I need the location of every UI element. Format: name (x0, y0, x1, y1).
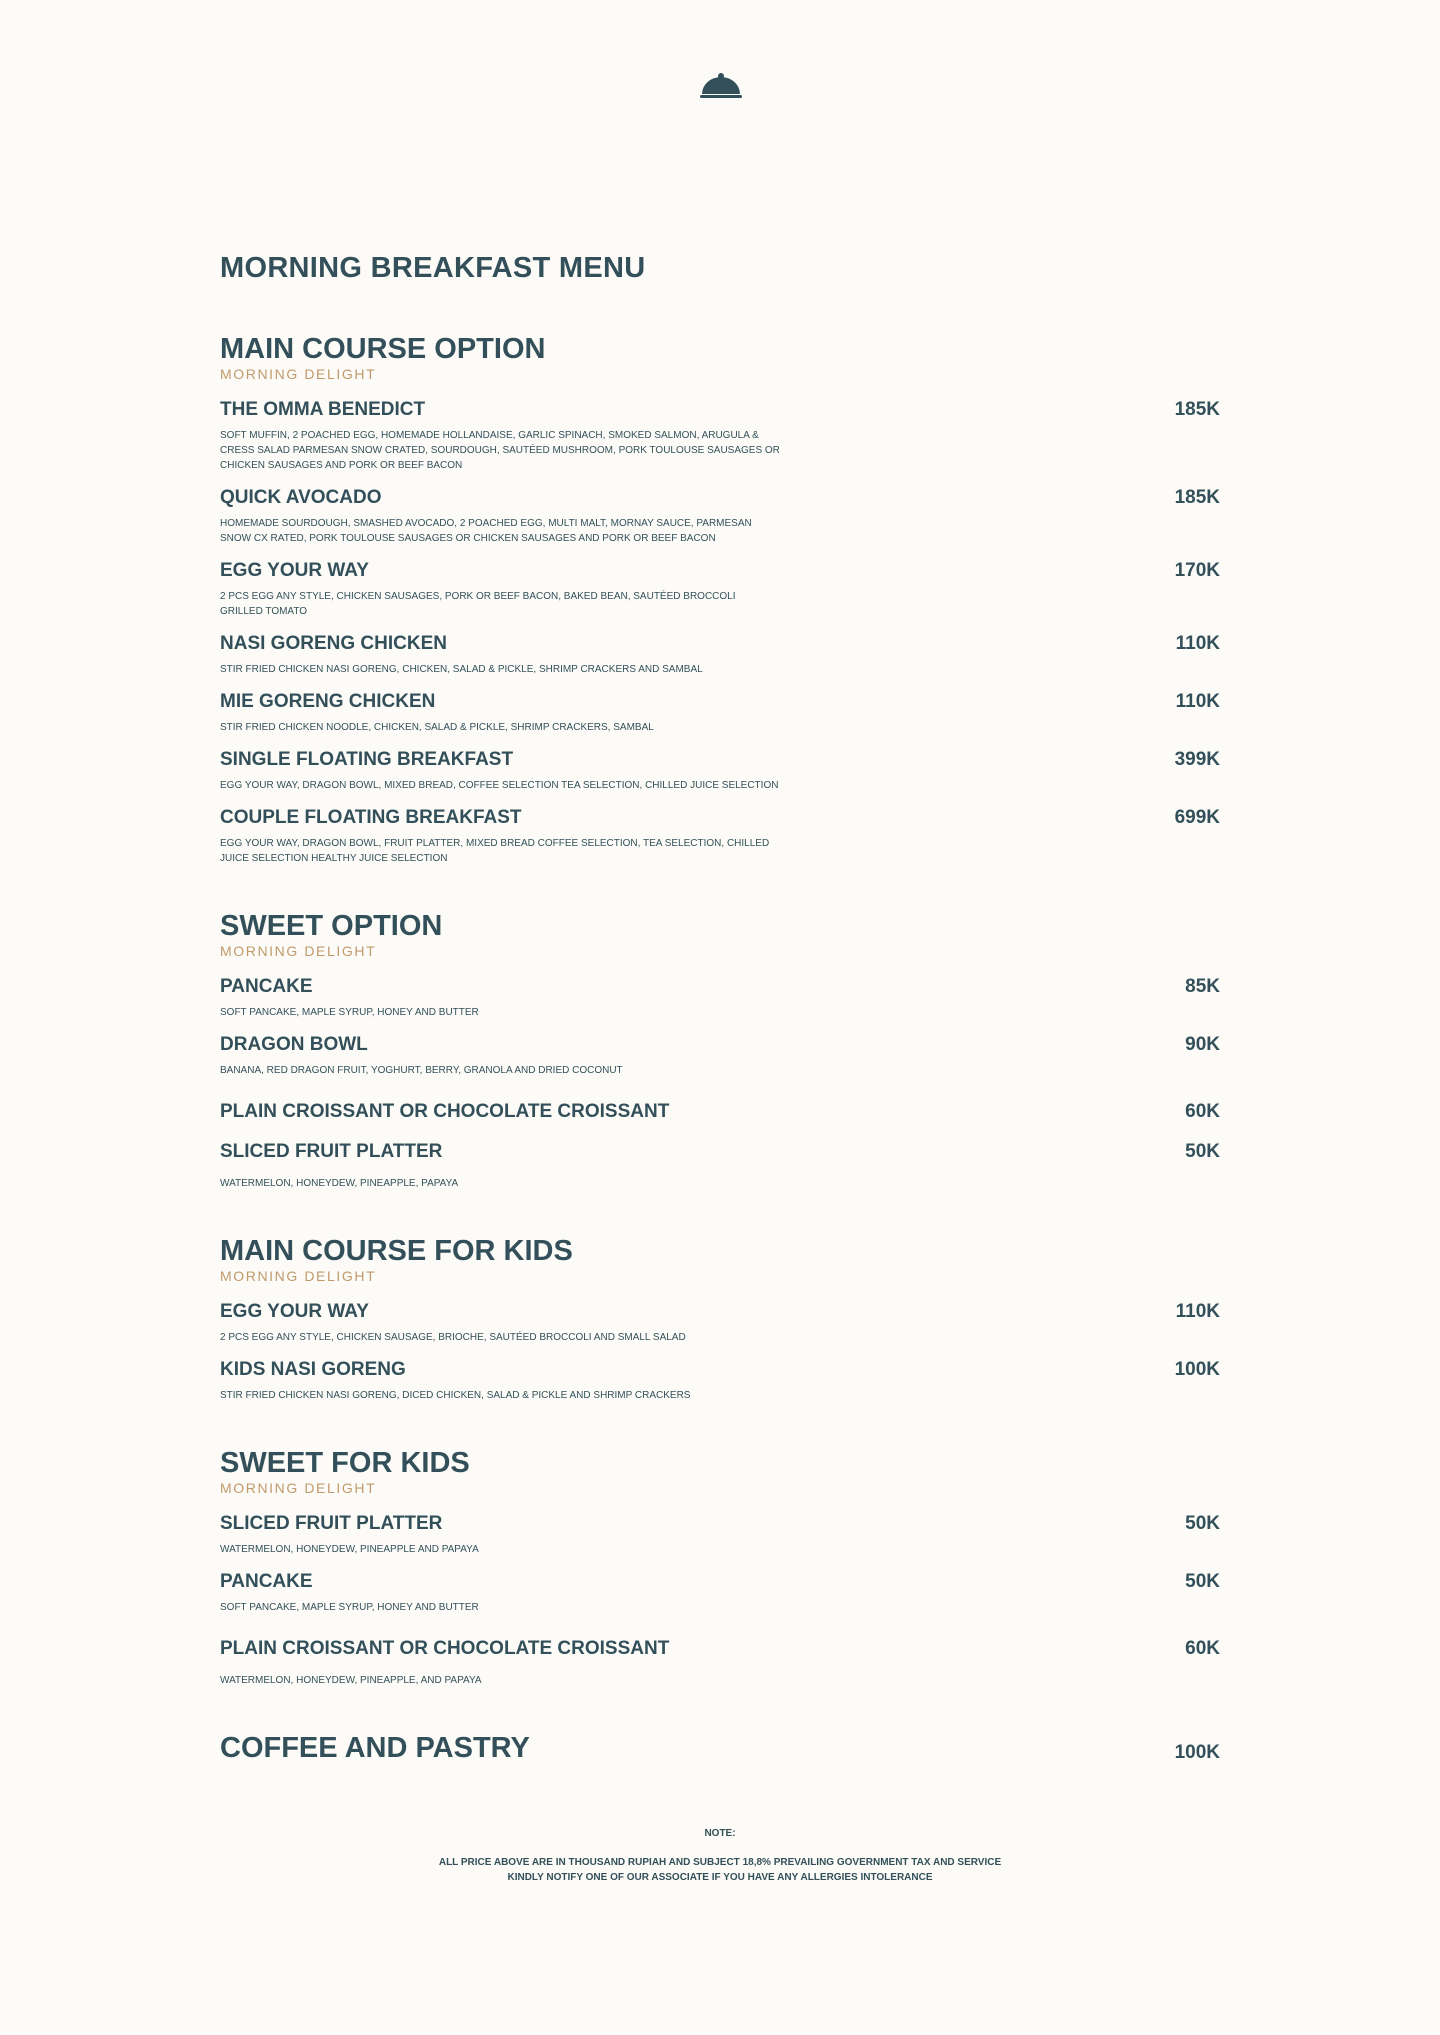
menu-item (220, 1512, 1220, 1557)
section-title: MAIN COURSE FOR KIDS (220, 1235, 573, 1267)
item-name: COUPLE FLOATING BREAKFAST (220, 807, 522, 828)
menu-item (220, 1570, 1220, 1615)
item-description: EGG YOUR WAY, DRAGON BOWL, FRUIT PLATTER, MIXED BREAD COFFEE SELECTION, TEA SELECTION, CHILLED JUICE SELECTION HEALTHY JUICE SELECTION (220, 838, 770, 864)
item-description: 2 PCS EGG ANY STYLE, CHICKEN SAUSAGE, BRIOCHE, SAUTÉED BROCCOLI AND SMALL SALAD (220, 1332, 686, 1343)
item-name: PLAIN CROISSANT OR CHOCOLATE CROISSANT (220, 1101, 670, 1122)
menu-item (220, 1300, 1220, 1345)
item-price: 90K (1185, 1034, 1220, 1055)
item-name: EGG YOUR WAY (220, 560, 369, 581)
item-description: SOFT PANCAKE, MAPLE SYRUP, HONEY AND BUTTER (220, 1602, 479, 1613)
menu-item (220, 398, 1220, 473)
item-description: SOFT MUFFIN, 2 POACHED EGG, HOMEMADE HOLLANDAISE, GARLIC SPINACH, SMOKED SALMON, ARUGULA & CRESS SALAD PARMESAN SNOW CRATED, SOURDOUGH, SAUTÉED MUSHROOM, PORK TOULOUSE SAUSAGES OR CHICKEN SAUSAGES AND PORK OR BEEF BACON (220, 430, 780, 471)
item-description: HOMEMADE SOURDOUGH, SMASHED AVOCADO, 2 POACHED EGG, MULTI MALT, MORNAY SAUCE, PARMESAN SNOW CX RATED, PORK TOULOUSE SAUSAGES OR CHICKEN SAUSAGES AND PORK OR BEEF BACON (220, 518, 752, 544)
item-name: SLICED FRUIT PLATTER (220, 1513, 443, 1534)
menu-item (220, 1033, 1220, 1078)
menu-item (220, 1358, 1220, 1403)
section-subtitle: MORNING DELIGHT (220, 366, 377, 382)
section-coffee-pastry (220, 1732, 1220, 1764)
section-title: SWEET FOR KIDS (220, 1447, 470, 1479)
menu-item (220, 632, 1220, 677)
item-description: BANANA, RED DRAGON FRUIT, YOGHURT, BERRY, GRANOLA AND DRIED COCONUT (220, 1065, 623, 1076)
item-name: PANCAKE (220, 976, 313, 997)
section-title: SWEET OPTION (220, 910, 443, 942)
menu-item (220, 486, 1220, 546)
item-price: 699K (1174, 807, 1220, 828)
item-description: STIR FRIED CHICKEN NASI GORENG, CHICKEN, SALAD & PICKLE, SHRIMP CRACKERS AND SAMBAL (220, 664, 703, 675)
note-line: KINDLY NOTIFY ONE OF OUR ASSOCIATE IF YOU HAVE ANY ALLERGIES INTOLERANCE (507, 1872, 933, 1883)
item-name: PANCAKE (220, 1571, 313, 1592)
item-name: THE OMMA BENEDICT (220, 399, 426, 420)
item-price: 50K (1185, 1571, 1220, 1592)
section-sweet-kids (220, 1447, 1220, 1688)
item-price: 170K (1174, 560, 1220, 581)
item-price: 399K (1174, 749, 1220, 770)
section-sweet-option (220, 910, 1220, 1191)
item-name: MIE GORENG CHICKEN (220, 691, 436, 712)
item-price: 60K (1185, 1101, 1220, 1122)
item-description: WATERMELON, HONEYDEW, PINEAPPLE, PAPAYA (220, 1178, 459, 1189)
item-name: SINGLE FLOATING BREAKFAST (220, 749, 514, 770)
item-price: 50K (1185, 1141, 1220, 1162)
cloche-icon (700, 72, 742, 100)
item-description: STIR FRIED CHICKEN NOODLE, CHICKEN, SALAD & PICKLE, SHRIMP CRACKERS, SAMBAL (220, 722, 654, 733)
item-description: WATERMELON, HONEYDEW, PINEAPPLE AND PAPAYA (220, 1544, 479, 1555)
section-main-course (220, 333, 1220, 866)
section-subtitle: MORNING DELIGHT (220, 1480, 377, 1496)
menu-item (220, 806, 1220, 866)
footer-note (0, 1826, 1440, 1885)
note-line: ALL PRICE ABOVE ARE IN THOUSAND RUPIAH AND SUBJECT 18,8% PREVAILING GOVERNMENT TAX AND SERVICE (438, 1857, 1002, 1868)
menu-content (220, 252, 1220, 1764)
item-description: 2 PCS EGG ANY STYLE, CHICKEN SAUSAGES, PORK OR BEEF BACON, BAKED BEAN, SAUTÉED BROCCOLI GRILLED TOMATO (220, 591, 736, 617)
item-name: PLAIN CROISSANT OR CHOCOLATE CROISSANT (220, 1638, 670, 1659)
section-subtitle: MORNING DELIGHT (220, 943, 377, 959)
item-price: 85K (1185, 976, 1220, 997)
item-price: 110K (1175, 1301, 1220, 1322)
item-description: STIR FRIED CHICKEN NASI GORENG, DICED CHICKEN, SALAD & PICKLE AND SHRIMP CRACKERS (220, 1390, 691, 1401)
item-price: 185K (1174, 487, 1220, 508)
page-title: MORNING BREAKFAST MENU (220, 252, 646, 284)
item-price: 100K (1174, 1359, 1220, 1380)
menu-item (220, 1100, 1220, 1124)
menu-item (220, 559, 1220, 619)
item-price: 110K (1175, 691, 1220, 712)
menu-item (220, 690, 1220, 735)
menu-item (220, 1637, 1220, 1688)
item-price: 110K (1175, 633, 1220, 654)
item-name: KIDS NASI GORENG (220, 1359, 406, 1380)
section-title: COFFEE AND PASTRY (220, 1732, 530, 1764)
item-price: 185K (1174, 399, 1220, 420)
item-name: DRAGON BOWL (220, 1034, 368, 1055)
item-price: 50K (1185, 1513, 1220, 1534)
item-description: WATERMELON, HONEYDEW, PINEAPPLE, AND PAPAYA (220, 1675, 482, 1686)
menu-item (220, 1140, 1220, 1191)
item-description: SOFT PANCAKE, MAPLE SYRUP, HONEY AND BUTTER (220, 1007, 479, 1018)
note-label: NOTE: (704, 1828, 736, 1839)
item-name: QUICK AVOCADO (220, 487, 382, 508)
section-title: MAIN COURSE OPTION (220, 333, 546, 365)
section-main-course-kids (220, 1235, 1220, 1403)
item-name: NASI GORENG CHICKEN (220, 633, 447, 654)
menu-item (220, 748, 1220, 793)
item-price: 60K (1185, 1638, 1220, 1659)
item-name: EGG YOUR WAY (220, 1301, 369, 1322)
item-description: EGG YOUR WAY, DRAGON BOWL, MIXED BREAD, COFFEE SELECTION TEA SELECTION, CHILLED JUICE SELECTION (220, 780, 779, 791)
item-name: SLICED FRUIT PLATTER (220, 1141, 443, 1162)
item-price: 100K (1174, 1742, 1220, 1763)
menu-item (220, 975, 1220, 1020)
section-subtitle: MORNING DELIGHT (220, 1268, 377, 1284)
